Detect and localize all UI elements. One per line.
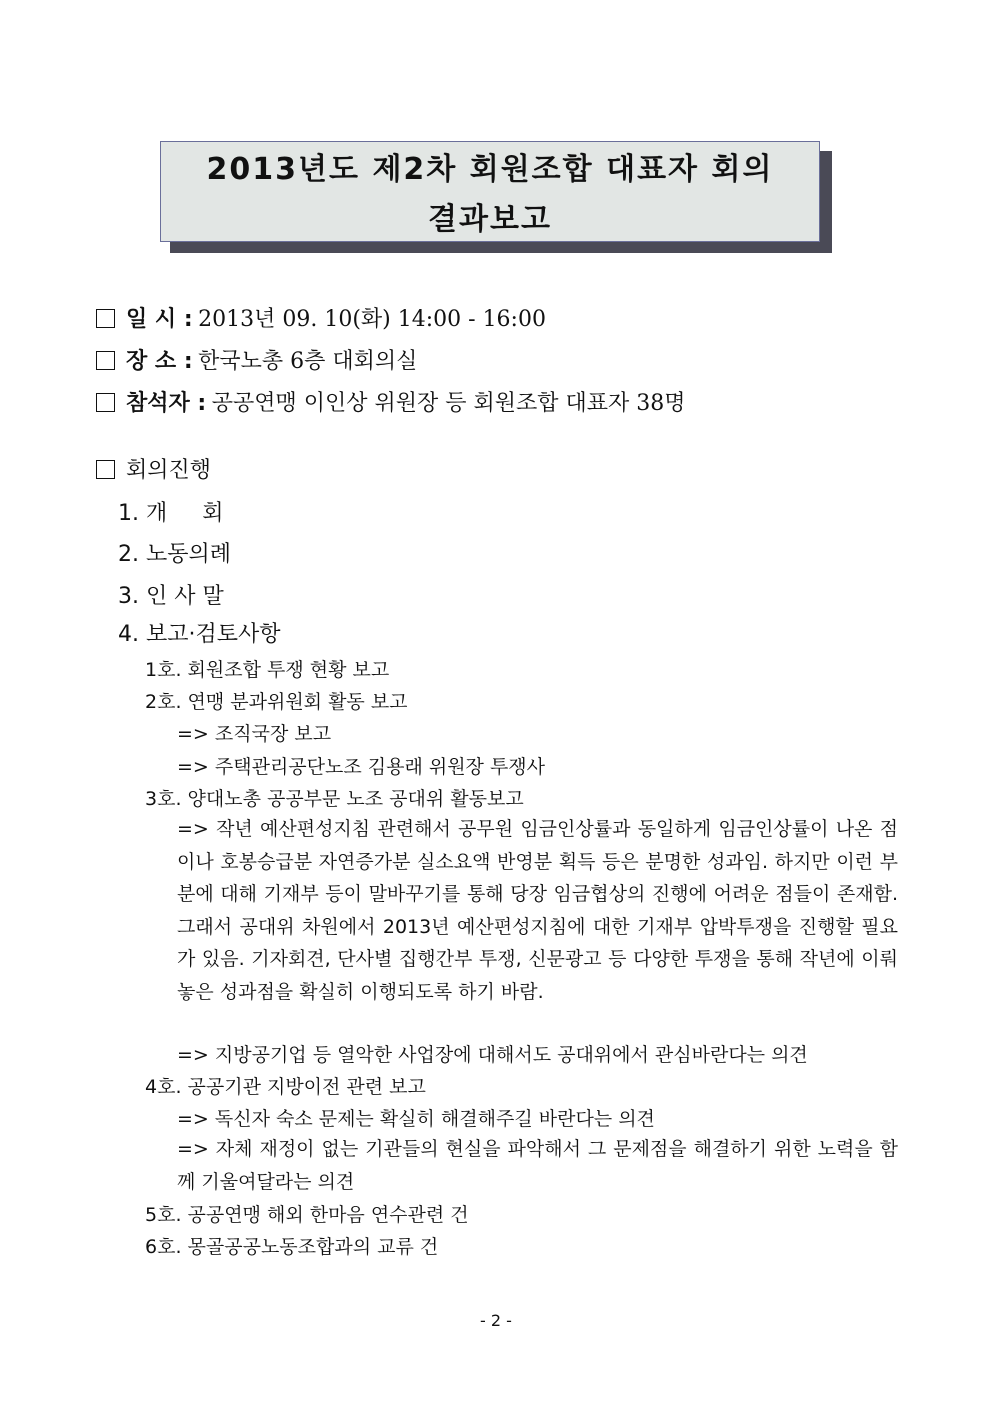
proceedings-heading-text: 회의진행 <box>126 458 212 483</box>
checkbox-icon <box>96 309 115 328</box>
proceedings-item-2: 2. 노동의례 <box>118 542 231 567</box>
meta-place-label: 장 소 : <box>126 349 193 374</box>
report-item-2: 2호. 연맹 분과위원회 활동 보고 <box>145 691 408 713</box>
proceedings-heading <box>96 456 211 486</box>
report-item-1: 1호. 회원조합 투쟁 현황 보고 <box>145 659 390 681</box>
meta-attendees-label: 참석자 : <box>126 391 207 416</box>
meta-place-value: 한국노총 6층 대회의실 <box>198 349 418 374</box>
meta-attendees-value: 공공연맹 이인상 위원장 등 회원조합 대표자 38명 <box>211 391 686 416</box>
report-item-5: 5호. 공공연맹 해외 한마음 연수관련 건 <box>145 1204 469 1226</box>
meta-date-label: 일 시 : <box>126 307 193 332</box>
title-box <box>160 141 820 242</box>
report-item-3: 3호. 양대노총 공공부문 노조 공대위 활동보고 <box>145 788 524 810</box>
page-number: - 2 - <box>480 1311 512 1330</box>
checkbox-icon <box>96 351 115 370</box>
proceedings-item-3: 3. 인 사 말 <box>118 584 224 609</box>
report-item-3-sub-2: => 지방공기업 등 열악한 사업장에 대해서도 공대위에서 관심바란다는 의견 <box>177 1044 808 1066</box>
title-line-2: 결과보고 <box>428 202 552 237</box>
meta-place <box>96 346 417 377</box>
report-item-4-sub-1: => 독신자 숙소 문제는 확실히 해결해주길 바란다는 의견 <box>177 1108 655 1130</box>
report-item-3-paragraph: => 작년 예산편성지침 관련해서 공무원 임금인상률과 동일하게 임금인상률이 나온 점이나 호봉승급분 자연증가분 실소요액 반영분 획득 등은 분명한 성과임. 하지만 이런 부분에 대해 기재부 등이 말바꾸기를 통해 당장 임금협상의 진행에 어려운 점들이 존재함. 그래서 공대위 차원에서 2013년 예산편성지침에 대한 기재부 압박투쟁을 진행할 필요가 있음. 기자회견, 단사별 집행간부 투쟁, 신문광고 등 다양한 투쟁을 통해 작년에 이뤄놓은 성과점을 확실히 이행되도록 하기 바람. <box>177 818 898 1003</box>
report-item-4-paragraph: => 자체 재정이 없는 기관들의 현실을 파악해서 그 문제점을 해결하기 위한 노력을 함께 기울여달라는 의견 <box>177 1138 898 1193</box>
report-item-6: 6호. 몽골공공노동조합과의 교류 건 <box>145 1236 439 1258</box>
report-item-4: 4호. 공공기관 지방이전 관련 보고 <box>145 1076 426 1098</box>
proceedings-item-1: 1. 개 회 <box>118 501 224 526</box>
title-line-1: 2013년도 제2차 회원조합 대표자 회의 <box>206 152 774 187</box>
checkbox-icon <box>96 460 115 479</box>
meta-date-value: 2013년 09. 10(화) 14:00 - 16:00 <box>198 307 546 332</box>
report-item-2-sub-1: => 조직국장 보고 <box>177 723 332 745</box>
meta-attendees <box>96 388 685 419</box>
meta-date <box>96 304 546 335</box>
report-item-2-sub-2: => 주택관리공단노조 김용래 위원장 투쟁사 <box>177 756 546 778</box>
proceedings-item-4: 4. 보고·검토사항 <box>118 622 281 647</box>
checkbox-icon <box>96 393 115 412</box>
